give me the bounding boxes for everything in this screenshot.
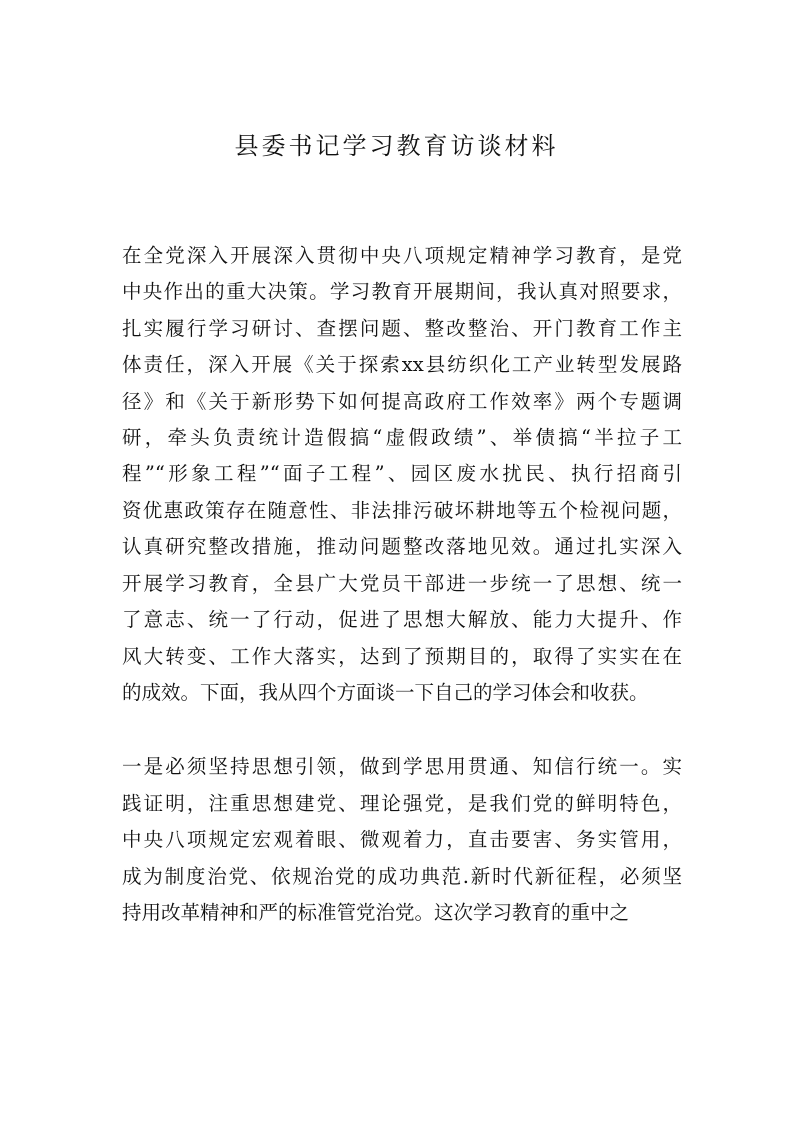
document-title: 县委书记学习教育访谈材料 [234, 132, 559, 160]
paragraph-line: 一是必须坚持思想引领，做到学思用贯通、知信行统一。实 [122, 755, 682, 778]
paragraph-line: 开展学习教育，全县广大党员干部进一步统一了思想、统一 [122, 572, 682, 595]
paragraph-line: 风大转变、工作大落实，达到了预期目的，取得了实实在在 [122, 645, 682, 668]
paragraph-line: 中央作出的重大决策。学习教育开展期间，我认真对照要求， [122, 280, 682, 303]
paragraph-line: 持用改革精神和严的标准管党治党。这次学习教育的重中之 [122, 901, 630, 924]
paragraph-line: 认真研究整改措施，推动问题整改落地见效。通过扎实深入 [122, 535, 682, 558]
paragraph-line: 扎实履行学习研讨、查摆问题、整改整治、开门教育工作主 [122, 317, 682, 340]
paragraph-line: 践证明，注重思想建党、理论强党，是我们党的鲜明特色， [122, 792, 682, 815]
paragraph-line: 中央八项规定宏观着眼、微观着力，直击要害、务实管用， [122, 828, 682, 851]
paragraph-line: 研，牵头负责统计造假搞“虚假政绩”、举债搞“半拉子工 [122, 426, 682, 449]
paragraph-line: 资优惠政策存在随意性、非法排污破坏耕地等五个检视问题， [122, 499, 682, 522]
paragraph-line: 程”“形象工程”“面子工程”、园区废水扰民、执行招商引 [122, 462, 682, 485]
paragraph-line: 成为制度治党、依规治党的成功典范.新时代新征程，必须坚 [122, 865, 682, 888]
paragraph-line: 的成效。下面，我从四个方面谈一下自己的学习体会和收获。 [122, 681, 649, 704]
paragraph-line: 了意志、统一了行动，促进了思想大解放、能力大提升、作 [122, 608, 682, 631]
paragraph-line: 体责任，深入开展《关于探索xx县纺织化工产业转型发展路 [122, 353, 682, 376]
paragraph-line: 径》和《关于新形势下如何提高政府工作效率》两个专题调 [122, 390, 682, 413]
paragraph-line: 在全党深入开展深入贯彻中央八项规定精神学习教育，是党 [122, 244, 682, 267]
